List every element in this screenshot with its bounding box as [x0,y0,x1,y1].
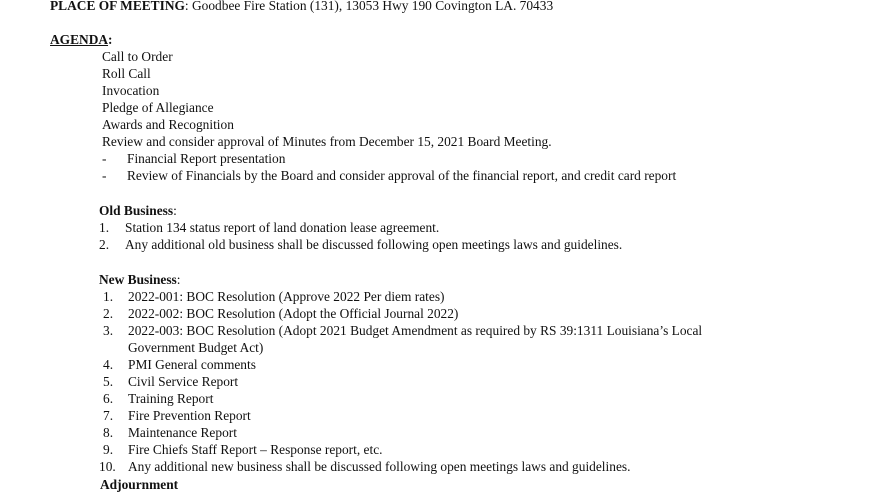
dash-marker: - [102,168,107,183]
new-business-heading [99,271,181,288]
item-number: 1. [103,289,114,304]
item-text: 2022-001: BOC Resolution (Approve 2022 Per diem rates) [128,289,445,304]
old-business-title: Old Business [99,203,174,218]
dash-item [102,150,286,167]
new-business-item-continuation: Government Budget Act) [128,340,264,355]
new-business-item [103,288,445,305]
item-number: 2. [103,306,114,321]
item-text: 2022-002: BOC Resolution (Adopt the Official Journal 2022) [128,306,459,321]
item-text: Station 134 status report of land donation lease agreement. [125,220,440,235]
dash-item-text: Review of Financials by the Board and consider approval of the financial report, and credit card report [127,168,677,183]
item-text: 2022-003: BOC Resolution (Adopt 2021 Budget Amendment as required by RS 39:1311 Louisiana’s Local [128,323,703,338]
item-text: Any additional new business shall be discussed following open meetings laws and guidelines. [128,459,631,474]
item-number: 7. [103,408,114,423]
new-business-item [103,441,383,458]
old-business-item [99,219,440,236]
item-number: 2. [99,237,110,252]
new-business-item [103,322,703,339]
item-number: 1. [99,220,110,235]
agenda-heading-colon: : [108,32,113,47]
old-business-colon: : [173,203,177,218]
new-business-item [103,373,239,390]
new-business-item [103,390,214,407]
item-number: 3. [103,323,114,338]
agenda-item: Review and consider approval of Minutes from December 15, 2021 Board Meeting. [102,134,552,149]
agenda-heading-text: AGENDA [50,32,109,47]
item-number: 6. [103,391,114,406]
dash-item [102,167,677,184]
item-text: Training Report [128,391,214,406]
place-of-meeting [50,0,553,14]
new-business-item [103,424,237,441]
item-text: PMI General comments [128,357,256,372]
new-business-item [103,305,459,322]
new-business-colon: : [176,272,181,287]
old-business-item [99,236,623,253]
item-number: 8. [103,425,114,440]
new-business-item [99,458,631,475]
adjournment-heading: Adjournment [100,477,179,492]
agenda-item: Roll Call [102,66,151,81]
old-business-heading [99,202,177,219]
dash-item-text: Financial Report presentation [127,151,286,166]
agenda-item: Call to Order [102,49,173,64]
item-text: Any additional old business shall be discussed following open meetings laws and guidelines. [125,237,623,252]
item-number: 4. [103,357,114,372]
item-text: Civil Service Report [128,374,239,389]
place-value: : Goodbee Fire Station (131), 13053 Hwy 190 Covington LA. 70433 [184,0,554,13]
dash-marker: - [102,151,107,166]
item-number: 5. [103,374,114,389]
agenda-item: Awards and Recognition [102,117,234,132]
place-label: PLACE OF MEETING [50,0,185,13]
new-business-item [103,356,256,373]
new-business-item [103,407,251,424]
item-number: 9. [103,442,114,457]
agenda-item: Pledge of Allegiance [102,100,214,115]
new-business-title: New Business [99,272,177,287]
item-text: Fire Chiefs Staff Report – Response report, etc. [128,442,383,457]
item-text: Maintenance Report [128,425,237,440]
item-number: 10. [99,459,116,474]
agenda-item: Invocation [102,83,160,98]
agenda-heading [50,31,113,48]
item-text: Fire Prevention Report [128,408,251,423]
